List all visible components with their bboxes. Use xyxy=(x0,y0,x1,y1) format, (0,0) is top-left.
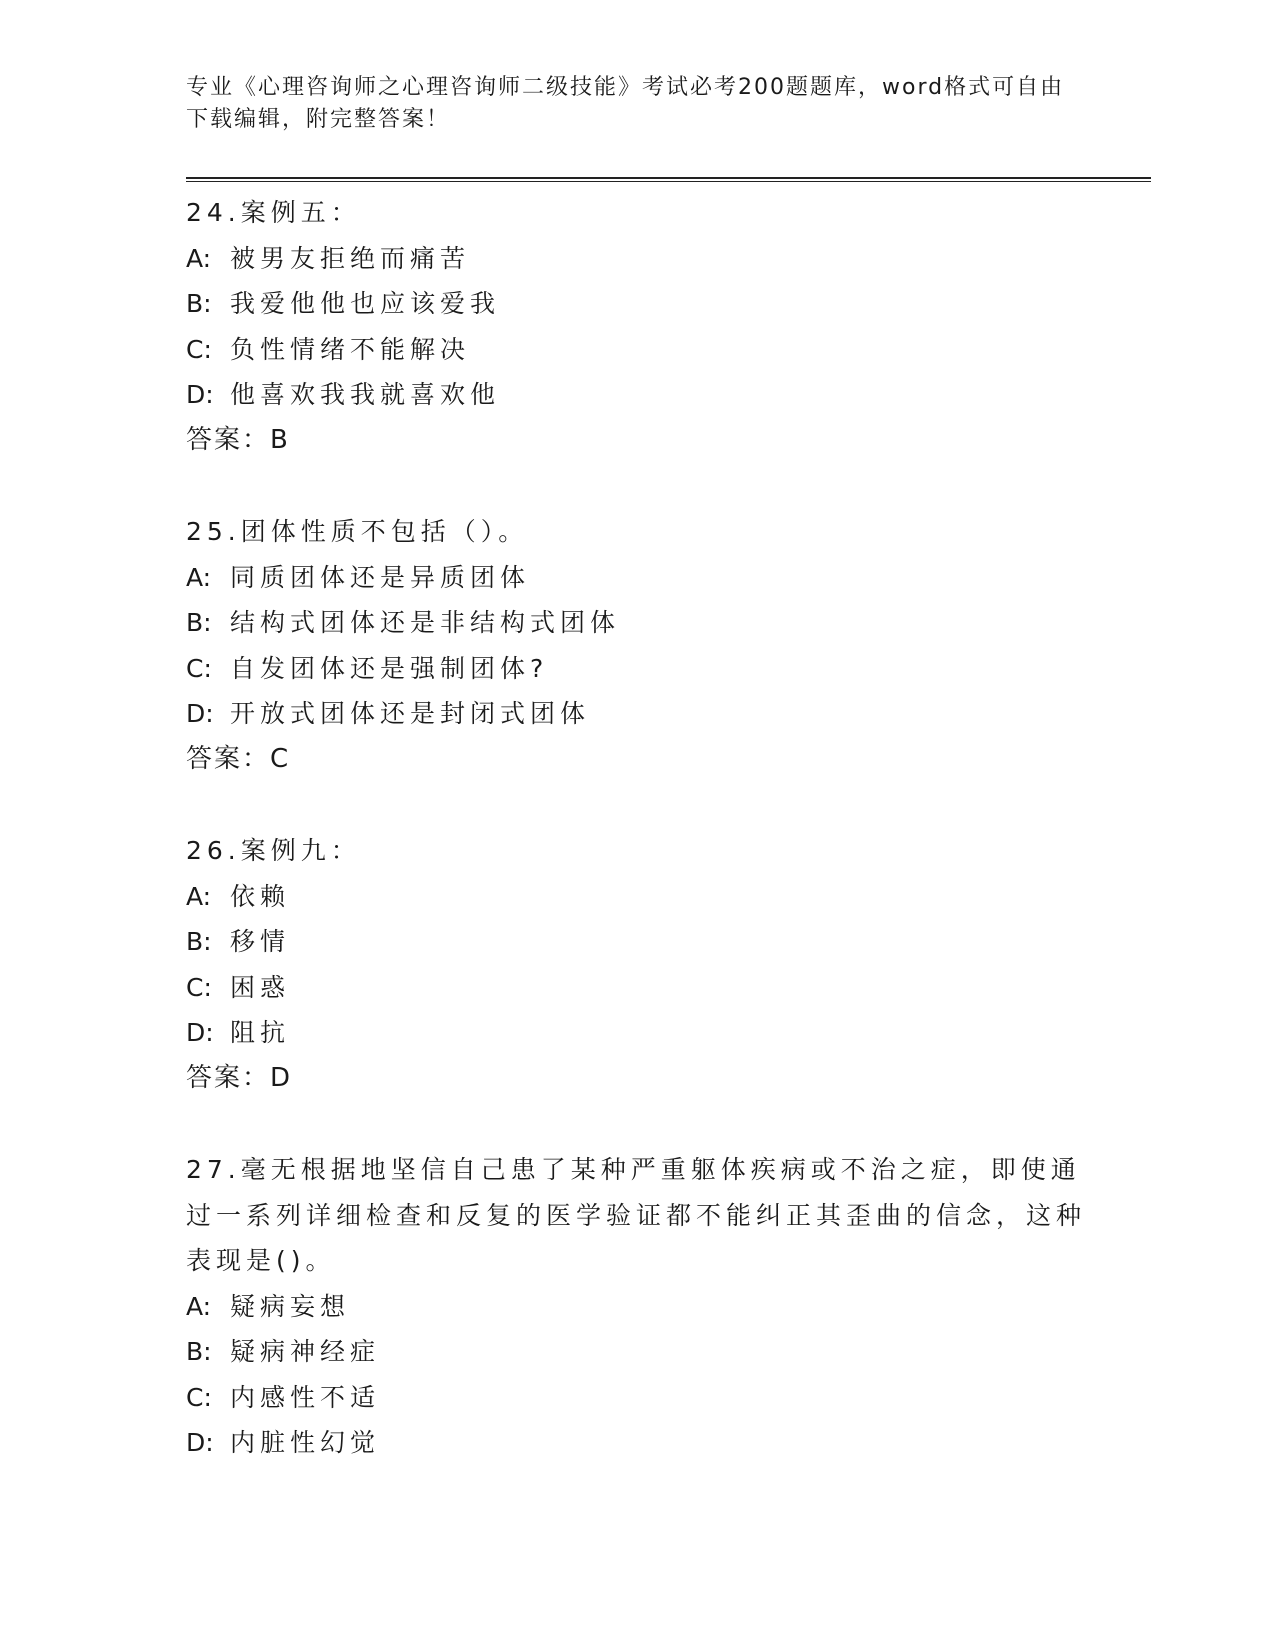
option-key: C: xyxy=(186,1382,212,1412)
answer-line: 答案：B xyxy=(186,424,290,455)
option-text: 我爱他他也应该爱我 xyxy=(230,289,501,318)
option-key: A: xyxy=(186,243,212,273)
option-a xyxy=(186,236,1086,282)
option-d xyxy=(186,691,1086,737)
answer-line: 答案：C xyxy=(186,743,291,774)
option-d xyxy=(186,372,1086,418)
option-text: 阻抗 xyxy=(230,1018,291,1047)
option-b xyxy=(186,919,1086,965)
question-item xyxy=(186,190,1086,463)
option-d xyxy=(186,1010,1086,1056)
question-spacer xyxy=(186,463,1086,509)
option-c xyxy=(186,965,1086,1011)
option-text: 困惑 xyxy=(230,972,291,1002)
option-c xyxy=(186,1375,1086,1421)
option-key: D: xyxy=(186,1428,214,1457)
question-item xyxy=(186,828,1086,1101)
question-stem: 24.案例五： xyxy=(186,198,361,227)
option-text: 负性情绪不能解决 xyxy=(230,334,471,364)
option-text: 开放式团体还是封闭式团体 xyxy=(230,699,591,728)
option-c xyxy=(186,327,1086,373)
option-key: A: xyxy=(186,562,212,592)
option-key: C: xyxy=(186,653,212,683)
question-stem: 27.毫无根据地坚信自己患了某种严重躯体疾病或不治之症，即使通过一系列详细检查和反复的医学验证都不能纠正其歪曲的信念，这种表现是()。 xyxy=(186,1155,1087,1275)
option-key: C: xyxy=(186,334,212,364)
option-a xyxy=(186,874,1086,920)
option-text: 疑病妄想 xyxy=(230,1291,351,1321)
question-stem: 25.团体性质不包括（）。 xyxy=(186,517,529,546)
question-spacer xyxy=(186,1101,1086,1147)
option-key: A: xyxy=(186,881,212,911)
option-text: 疑病神经症 xyxy=(230,1337,381,1366)
answer-line: 答案：D xyxy=(186,1062,293,1093)
question-spacer xyxy=(186,782,1086,828)
option-key: B: xyxy=(186,1337,212,1366)
option-text: 移情 xyxy=(230,927,291,956)
option-key: D: xyxy=(186,380,214,409)
option-text: 内脏性幻觉 xyxy=(230,1428,381,1457)
question-stem: 26.案例九： xyxy=(186,836,361,865)
option-text: 依赖 xyxy=(230,881,291,911)
option-key: B: xyxy=(186,289,212,318)
option-key: A: xyxy=(186,1291,212,1321)
option-d xyxy=(186,1420,1086,1466)
option-text: 他喜欢我我就喜欢他 xyxy=(230,380,501,409)
question-item xyxy=(186,509,1086,782)
option-key: D: xyxy=(186,699,214,728)
option-key: C: xyxy=(186,972,212,1002)
question-item xyxy=(186,1147,1086,1466)
option-a xyxy=(186,1284,1086,1330)
option-text: 内感性不适 xyxy=(230,1382,381,1412)
question-list xyxy=(186,190,1086,1466)
option-c xyxy=(186,646,1086,692)
option-text: 同质团体还是异质团体 xyxy=(230,562,531,592)
option-b xyxy=(186,281,1086,327)
option-key: D: xyxy=(186,1018,214,1047)
option-text: 被男友拒绝而痛苦 xyxy=(230,243,471,273)
header-divider xyxy=(186,177,1151,182)
option-a xyxy=(186,555,1086,601)
option-key: B: xyxy=(186,608,212,637)
option-b xyxy=(186,600,1086,646)
option-b xyxy=(186,1329,1086,1375)
option-key: B: xyxy=(186,927,212,956)
option-text: 结构式团体还是非结构式团体 xyxy=(230,608,621,637)
option-text: 自发团体还是强制团体? xyxy=(230,653,549,683)
document-header: 专业《心理咨询师之心理咨询师二级技能》考试必考200题题库，word格式可自由下载编辑，附完整答案！ xyxy=(186,75,1065,132)
